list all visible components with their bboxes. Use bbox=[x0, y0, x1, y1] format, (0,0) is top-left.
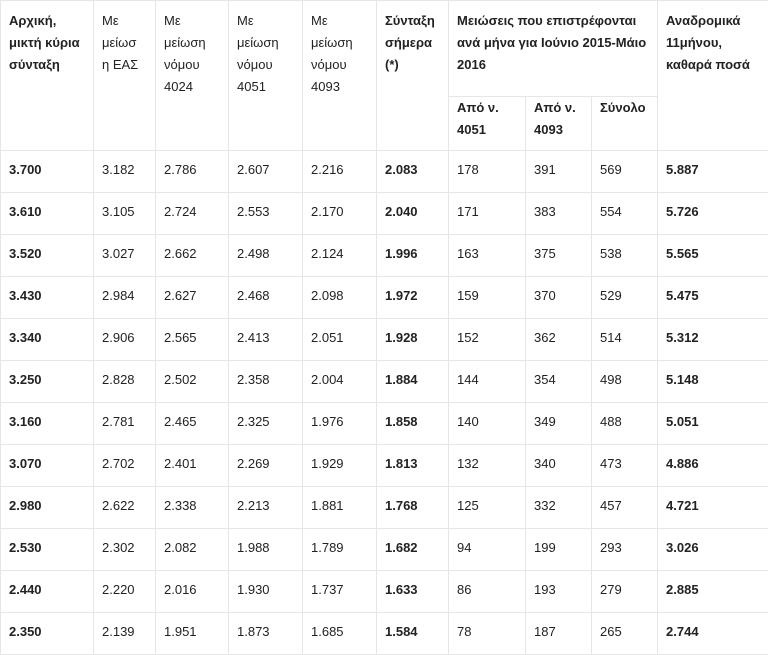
cell-law-4024: 1.951 bbox=[156, 613, 229, 655]
cell-law-4093: 2.004 bbox=[303, 361, 377, 403]
cell-law-4024: 2.662 bbox=[156, 235, 229, 277]
subheader-from-4093: Από ν. 4093 bbox=[526, 97, 592, 151]
table-row bbox=[1, 151, 768, 193]
table-row bbox=[1, 235, 768, 277]
cell-total: 457 bbox=[592, 487, 658, 529]
table-row bbox=[1, 487, 768, 529]
cell-pension-today: 1.928 bbox=[377, 319, 449, 361]
cell-pension-today: 1.813 bbox=[377, 445, 449, 487]
cell-law-4093: 1.929 bbox=[303, 445, 377, 487]
cell-eas-reduction: 2.220 bbox=[94, 571, 156, 613]
table-row bbox=[1, 445, 768, 487]
cell-eas-reduction: 3.027 bbox=[94, 235, 156, 277]
cell-from-4051: 86 bbox=[449, 571, 526, 613]
cell-total: 473 bbox=[592, 445, 658, 487]
cell-from-4051: 159 bbox=[449, 277, 526, 319]
cell-law-4024: 2.465 bbox=[156, 403, 229, 445]
cell-law-4051: 2.607 bbox=[229, 151, 303, 193]
header-returned-reductions: Μειώσεις που επιστρέφονται ανά μήνα για Ιούνιο 2015-Μάιο 2016 bbox=[449, 1, 658, 97]
subheader-from-4051: Από ν. 4051 bbox=[449, 97, 526, 151]
cell-original-pension: 3.430 bbox=[1, 277, 94, 319]
cell-from-4093: 332 bbox=[526, 487, 592, 529]
cell-original-pension: 2.350 bbox=[1, 613, 94, 655]
header-eas-reduction: Με μείωσ η ΕΑΣ bbox=[94, 1, 156, 151]
cell-pension-today: 1.584 bbox=[377, 613, 449, 655]
cell-pension-today: 1.682 bbox=[377, 529, 449, 571]
cell-from-4093: 391 bbox=[526, 151, 592, 193]
cell-eas-reduction: 2.984 bbox=[94, 277, 156, 319]
cell-retroactive: 5.887 bbox=[658, 151, 768, 193]
table-row bbox=[1, 277, 768, 319]
cell-eas-reduction: 2.622 bbox=[94, 487, 156, 529]
cell-from-4051: 171 bbox=[449, 193, 526, 235]
cell-retroactive: 5.726 bbox=[658, 193, 768, 235]
cell-law-4024: 2.627 bbox=[156, 277, 229, 319]
cell-law-4093: 1.976 bbox=[303, 403, 377, 445]
cell-original-pension: 3.160 bbox=[1, 403, 94, 445]
cell-total: 538 bbox=[592, 235, 658, 277]
cell-from-4051: 178 bbox=[449, 151, 526, 193]
table-row bbox=[1, 613, 768, 655]
cell-eas-reduction: 2.302 bbox=[94, 529, 156, 571]
cell-eas-reduction: 2.139 bbox=[94, 613, 156, 655]
cell-law-4093: 1.789 bbox=[303, 529, 377, 571]
cell-from-4051: 78 bbox=[449, 613, 526, 655]
cell-original-pension: 2.530 bbox=[1, 529, 94, 571]
cell-law-4024: 2.338 bbox=[156, 487, 229, 529]
table-row bbox=[1, 361, 768, 403]
cell-law-4051: 1.873 bbox=[229, 613, 303, 655]
header-law-4024: Με μείωση νόμου 4024 bbox=[156, 1, 229, 151]
cell-retroactive: 5.148 bbox=[658, 361, 768, 403]
cell-pension-today: 2.083 bbox=[377, 151, 449, 193]
cell-law-4093: 1.881 bbox=[303, 487, 377, 529]
cell-law-4024: 2.502 bbox=[156, 361, 229, 403]
cell-from-4093: 362 bbox=[526, 319, 592, 361]
cell-pension-today: 1.972 bbox=[377, 277, 449, 319]
cell-pension-today: 1.633 bbox=[377, 571, 449, 613]
cell-total: 488 bbox=[592, 403, 658, 445]
cell-law-4024: 2.401 bbox=[156, 445, 229, 487]
cell-eas-reduction: 2.906 bbox=[94, 319, 156, 361]
cell-original-pension: 3.700 bbox=[1, 151, 94, 193]
table-row bbox=[1, 529, 768, 571]
cell-from-4051: 132 bbox=[449, 445, 526, 487]
cell-original-pension: 2.440 bbox=[1, 571, 94, 613]
cell-from-4093: 349 bbox=[526, 403, 592, 445]
cell-original-pension: 2.980 bbox=[1, 487, 94, 529]
cell-retroactive: 4.886 bbox=[658, 445, 768, 487]
cell-retroactive: 2.744 bbox=[658, 613, 768, 655]
cell-law-4024: 2.082 bbox=[156, 529, 229, 571]
cell-law-4093: 2.216 bbox=[303, 151, 377, 193]
cell-eas-reduction: 2.702 bbox=[94, 445, 156, 487]
cell-from-4051: 144 bbox=[449, 361, 526, 403]
cell-law-4051: 2.213 bbox=[229, 487, 303, 529]
cell-total: 569 bbox=[592, 151, 658, 193]
cell-law-4024: 2.724 bbox=[156, 193, 229, 235]
header-original-pension: Αρχική, μικτή κύρια σύνταξη bbox=[1, 1, 94, 151]
cell-from-4051: 94 bbox=[449, 529, 526, 571]
cell-law-4051: 2.468 bbox=[229, 277, 303, 319]
cell-retroactive: 5.475 bbox=[658, 277, 768, 319]
cell-pension-today: 1.858 bbox=[377, 403, 449, 445]
cell-eas-reduction: 2.781 bbox=[94, 403, 156, 445]
header-law-4093: Με μείωση νόμου 4093 bbox=[303, 1, 377, 151]
cell-total: 265 bbox=[592, 613, 658, 655]
cell-law-4093: 1.737 bbox=[303, 571, 377, 613]
cell-retroactive: 3.026 bbox=[658, 529, 768, 571]
cell-from-4051: 152 bbox=[449, 319, 526, 361]
cell-from-4051: 140 bbox=[449, 403, 526, 445]
cell-retroactive: 4.721 bbox=[658, 487, 768, 529]
cell-from-4051: 125 bbox=[449, 487, 526, 529]
cell-from-4093: 187 bbox=[526, 613, 592, 655]
cell-eas-reduction: 2.828 bbox=[94, 361, 156, 403]
header-retroactive: Αναδρομικά 11μήνου, καθαρά ποσά bbox=[658, 1, 768, 151]
cell-original-pension: 3.340 bbox=[1, 319, 94, 361]
cell-original-pension: 3.520 bbox=[1, 235, 94, 277]
cell-retroactive: 5.565 bbox=[658, 235, 768, 277]
cell-original-pension: 3.070 bbox=[1, 445, 94, 487]
cell-from-4093: 340 bbox=[526, 445, 592, 487]
cell-law-4051: 2.498 bbox=[229, 235, 303, 277]
cell-pension-today: 1.996 bbox=[377, 235, 449, 277]
cell-from-4051: 163 bbox=[449, 235, 526, 277]
cell-law-4093: 1.685 bbox=[303, 613, 377, 655]
cell-pension-today: 1.768 bbox=[377, 487, 449, 529]
cell-law-4093: 2.170 bbox=[303, 193, 377, 235]
cell-law-4051: 2.553 bbox=[229, 193, 303, 235]
cell-from-4093: 375 bbox=[526, 235, 592, 277]
table-row bbox=[1, 571, 768, 613]
cell-law-4024: 2.565 bbox=[156, 319, 229, 361]
cell-eas-reduction: 3.182 bbox=[94, 151, 156, 193]
cell-from-4093: 199 bbox=[526, 529, 592, 571]
cell-law-4093: 2.124 bbox=[303, 235, 377, 277]
cell-law-4093: 2.098 bbox=[303, 277, 377, 319]
cell-original-pension: 3.250 bbox=[1, 361, 94, 403]
cell-law-4051: 2.413 bbox=[229, 319, 303, 361]
cell-from-4093: 383 bbox=[526, 193, 592, 235]
cell-pension-today: 1.884 bbox=[377, 361, 449, 403]
table-row bbox=[1, 193, 768, 235]
cell-from-4093: 354 bbox=[526, 361, 592, 403]
header-law-4051: Με μείωση νόμου 4051 bbox=[229, 1, 303, 151]
cell-original-pension: 3.610 bbox=[1, 193, 94, 235]
cell-retroactive: 2.885 bbox=[658, 571, 768, 613]
table-body bbox=[1, 151, 768, 655]
cell-retroactive: 5.051 bbox=[658, 403, 768, 445]
cell-law-4051: 2.269 bbox=[229, 445, 303, 487]
cell-law-4051: 1.930 bbox=[229, 571, 303, 613]
table-row bbox=[1, 319, 768, 361]
cell-law-4024: 2.016 bbox=[156, 571, 229, 613]
cell-total: 514 bbox=[592, 319, 658, 361]
cell-total: 498 bbox=[592, 361, 658, 403]
header-pension-today: Σύνταξη σήμερα (*) bbox=[377, 1, 449, 151]
subheader-total: Σύνολο bbox=[592, 97, 658, 151]
cell-law-4024: 2.786 bbox=[156, 151, 229, 193]
cell-total: 554 bbox=[592, 193, 658, 235]
cell-law-4051: 1.988 bbox=[229, 529, 303, 571]
cell-total: 293 bbox=[592, 529, 658, 571]
cell-law-4093: 2.051 bbox=[303, 319, 377, 361]
cell-retroactive: 5.312 bbox=[658, 319, 768, 361]
cell-from-4093: 370 bbox=[526, 277, 592, 319]
table-row bbox=[1, 403, 768, 445]
cell-total: 529 bbox=[592, 277, 658, 319]
cell-total: 279 bbox=[592, 571, 658, 613]
cell-from-4093: 193 bbox=[526, 571, 592, 613]
cell-pension-today: 2.040 bbox=[377, 193, 449, 235]
cell-eas-reduction: 3.105 bbox=[94, 193, 156, 235]
header-row bbox=[1, 1, 768, 97]
cell-law-4051: 2.325 bbox=[229, 403, 303, 445]
cell-law-4051: 2.358 bbox=[229, 361, 303, 403]
